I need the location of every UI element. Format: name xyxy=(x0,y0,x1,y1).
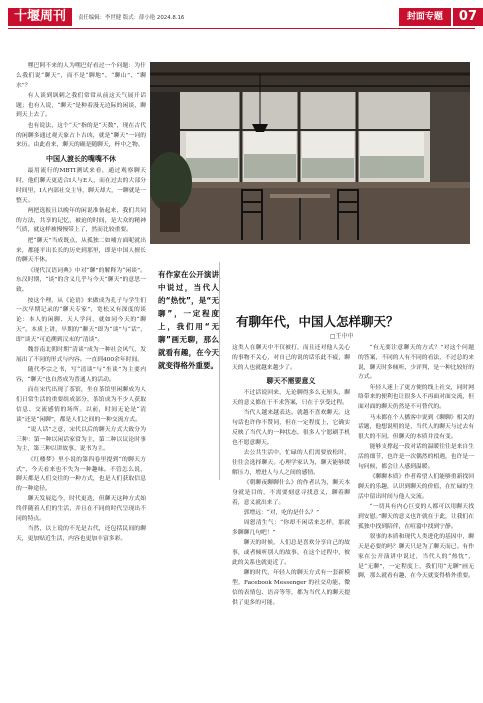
body-paragraph: “一切具有内心巨变的人都可以用聊天找到安慰。”聊天的意义也许就在于此，让我们在孤独中找到陪伴，在喧嚣中找到宁静。 xyxy=(358,504,474,530)
body-paragraph: 聊天的时候，人们总是喜欢分享自己的故事，或者倾听别人的故事，在这个过程中，彼此的关系也就更近了。 xyxy=(232,540,350,566)
body-paragraph: 周恕清生气：“你却不闲话来怎样，那就多聊聊几句吧！” xyxy=(232,520,350,537)
body-paragraph: 不过话说回来，无论聊得多么无厘头，聊天的意义都在于不求答案，只在于享受过程。 xyxy=(232,390,350,407)
article-title: 有聊年代，中国人怎样聊天？ xyxy=(236,314,399,329)
body-paragraph: 郭增远：“对，吃的是什么？” xyxy=(243,509,320,516)
body-paragraph: 嘿巴阿不来的人为嘿巴好看过一个问题：为什么我们说“聊天”，而不是“聊地”、“聊山”、“聊水”？ xyxy=(16,63,146,89)
publication-logo: 十堰周刊 xyxy=(8,8,72,26)
body-paragraph: 聊的时代，年轻人的聊天方式有一套新模型，Facebook Messenger 的社交功能、微信的表情包、语音等等，都为当代人的聊天提供了更多的可能。 xyxy=(232,570,350,606)
page-header xyxy=(0,0,483,32)
body-paragraph: 按这个理，从《论语》来做成为孔子与学生们一次早期记录的“聊天专家”，宽松又有深度的谈论：本人的闲聊、天人学问，就如同今天的“聊天”。本质上讲，早期的“聊天”即为“谈”与“话”，即“谈天”可追溯到汉末的“清谈”。 xyxy=(16,297,146,343)
body-paragraph: 这类人在聊天中不仅被打，而且还对他人关心的事物不关心，对自己的说的话乐此不疲，聊天的人也就越来越少了。 xyxy=(232,345,350,371)
right-column xyxy=(358,344,474,583)
body-paragraph: 《朝聊夜聊聊什么》的作者认为，聊天本身就是目的，不需要刻意寻找意义，聊着聊着，意义就出来了。 xyxy=(232,480,350,506)
body-paragraph: “有无要注意聊天的方式？”对这个问题的答案，不同的人有不同的看法，不过总的来说，聊天时多倾听、少评判，是一种比较好的方式。 xyxy=(358,345,474,381)
edition-meta: 责任编辑：李世健 版式：薛小艳 2024.8.16 xyxy=(78,15,185,21)
body-paragraph: 《聊聊本质》作者希望人们能够重新找回聊天的乐趣，认识到聊天的价值，在忙碌的生活中留出时间与他人交流。 xyxy=(358,474,474,500)
body-paragraph: 也有说法，这个“天”指的是“天数”，现在古代的闲聊多通过观天象占卜吉凶，就是“聊天”一词的来历。由此看来，聊天的确是随聊天，杯中之物。 xyxy=(16,122,146,149)
body-paragraph: 两把选报且以晚年的闲说准备起来，我们共同的方法，共享的记忆，被迫的时间，是大众的精神气质，就这样被慢慢带上了，然而比较重要。 xyxy=(16,207,146,234)
header-divider xyxy=(8,28,475,29)
body-paragraph: 魏晋南北朝时期“清谈”成为一种社会风气，发展出了不同的形式与内容。一直到400余年时间。 xyxy=(16,347,146,363)
body-paragraph: 随代李宗之书，写“清谈”与“坐谈”为主要内容，“聊天”也自然成为普通人的活动。 xyxy=(16,367,146,383)
section-name: 封面专题 xyxy=(399,8,451,26)
middle-column xyxy=(232,344,350,609)
body-paragraph: 能够支撑起一段对话的温暖往往是来自生活的细节，也许是一次偶然的相遇，也许是一句问候，都会让人感到温暖。 xyxy=(358,444,474,471)
section-heading: 聊天不需要意义 xyxy=(266,377,316,386)
page-number: 07 xyxy=(453,8,483,26)
body-paragraph: 去公共生活中，忙碌的人们需要放松时，往往会选择聊天。心理学家认为，聊天能够缓解压力，增进人与人之间的感情。 xyxy=(232,450,350,476)
body-paragraph: “说人话”之意，宋代以后的聊天方式大致分为三种：第一种以闲话家常为主，第二种以议论时事为主，第三种以讲故事、说书为主。 xyxy=(16,426,146,453)
body-paragraph: 最用流行的MBTI测试来看，通过观察聊天时，他们聊天更适合I人与E人，而在过去的大部分时间里，I人内部社交主导，聊天却大，一聊就是一整天。 xyxy=(16,168,146,204)
cafe-window-illustration xyxy=(150,62,470,244)
body-paragraph: 叙事的本质和现代人类进化的基因中，聊天是必要的吗？聊天只是为了聊天而已。有作家在公开演讲中说过，当代人的“热忱”，是“无聊”，一定程度上，我们用“无聊”画无聊，那么就看有趣，在今天就变得格外重要。 xyxy=(358,534,474,580)
cafe-photo xyxy=(150,62,470,244)
pull-quote xyxy=(158,262,220,480)
body-paragraph: 当代人越来越表达。就越不喜欢聊天。这句话也许你不赞同，但在一定程度上，它确实反映了当代人的一种状态，很多人宁愿刷手机也不愿意聊天。 xyxy=(232,410,350,446)
body-paragraph: 《红楼梦》里小说的第四卷里提到“的聊天方式”，今天看来也不失为一种趣味。不管怎么说，聊天都是人们交往的一种方式，也是人们获取信息的一种途径。 xyxy=(16,456,146,493)
left-column xyxy=(16,62,146,545)
article-byline: □王中中 xyxy=(330,333,354,340)
body-paragraph: 而在宋代出现了茶馆，坐在茶馆里闲聊成为人们日常生活的重要组成部分，茶馆成为不少人获取信息、交流感情的场所。以前，时间无论是“清谈”还是“闲聊”，都是人们之间的一种交流方式。 xyxy=(16,387,146,423)
masthead xyxy=(8,8,184,26)
pull-quote-text: 有作家在公开演讲中说过，当代人的“热忱”，是“无聊”，一定程度上，我们用“无聊”画无聊，那么就看有趣，在今天就变得格外重要。 xyxy=(158,270,219,370)
body-paragraph: 马未都在个人播客中说到《聊聊》相关的话题，他想说明的是，当代人的聊天与过去有很大的不同，但聊天的本质并没有变。 xyxy=(358,414,474,441)
body-paragraph: 年轻人迷上了更方便的线上社交，同时网络带来的便利也让很多人不再面对面交流，但面对面的聊天仍然是不可替代的。 xyxy=(358,384,474,411)
section-tag xyxy=(399,8,483,26)
body-paragraph: 聊天发展迄今，时代更迭，但聊天这种方式始终伴随着人们的生活，并且在不同的时代呈现出不同的特点。 xyxy=(16,496,146,523)
body-paragraph: 把“聊天”当成既点，从孤独二如哺方面呢就出来，都能平出长长的历史到那里，即是中国人擅长的聊天不休。 xyxy=(16,237,146,264)
section-heading: 中国人渡长的嘴嘴不休 xyxy=(46,155,116,164)
body-paragraph: 有人谈到讽刺之我们常常从前这天气展开话题；也有人说，“聊天”是种着漫无边际的闲谈，聊到天上去了。 xyxy=(16,92,146,119)
body-paragraph: 当然，以上说的不光是古代，还包括民间的聊天，更加贴近生活，内容也更加丰富多彩。 xyxy=(16,526,146,543)
body-paragraph: 《现代汉语词典》中对“聊”的解释为“闲谈”。东汉时期，“谈”的含义几乎与今天“聊天”的意思一致。 xyxy=(16,267,146,294)
